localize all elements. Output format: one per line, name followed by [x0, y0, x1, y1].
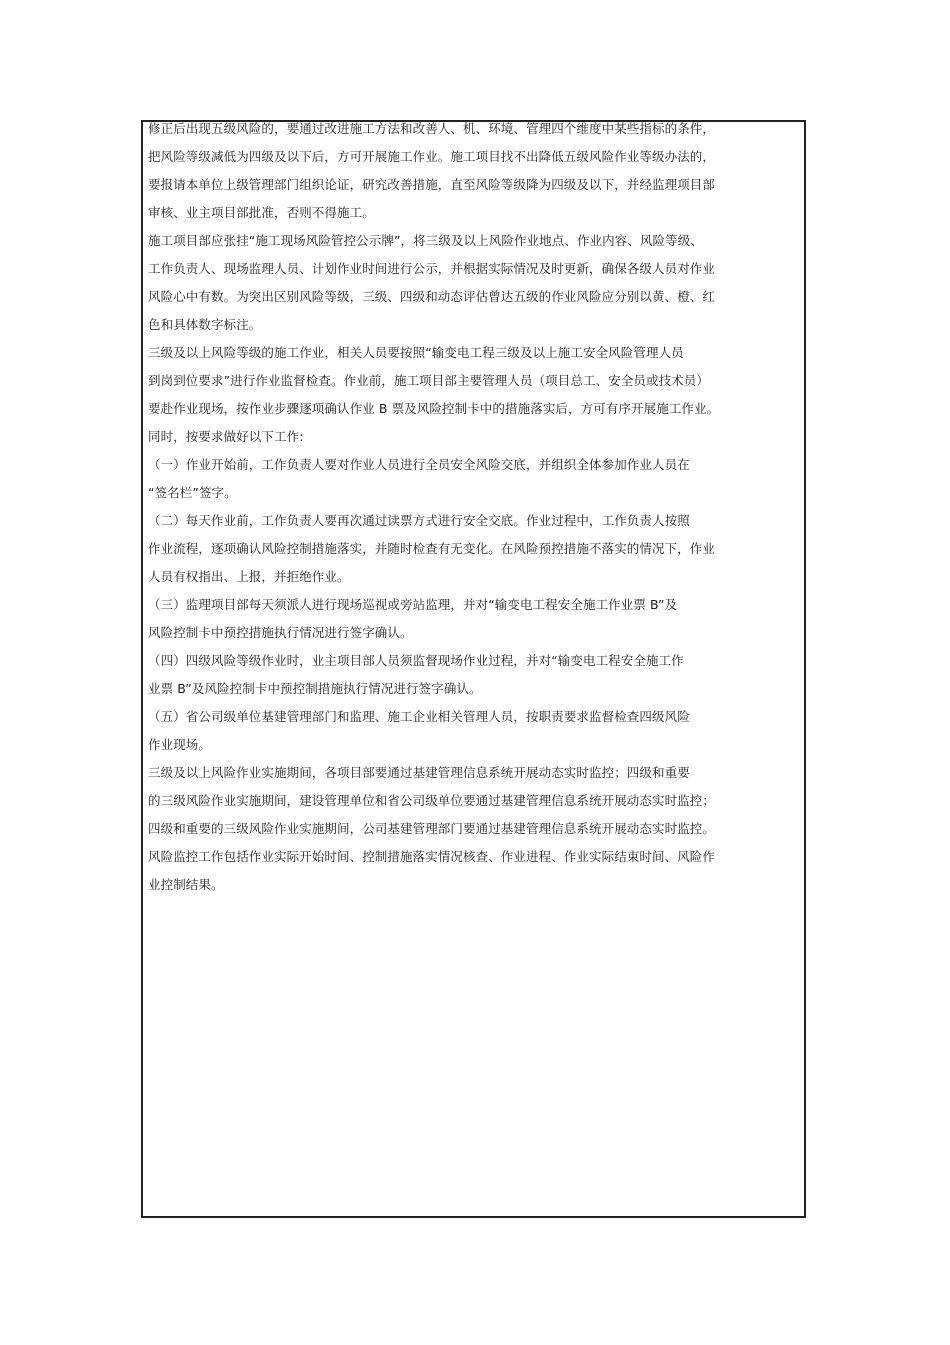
text-line: （五）省公司级单位基建管理部门和监理、施工企业相关管理人员，按职责要求监督检查四级风险 [148, 709, 690, 724]
text-line: （三）监理项目部每天须派人进行现场巡视或旁站监理，并对“输变电工程安全施工作业票 B”及 [148, 597, 678, 612]
text-line: （四）四级风险等级作业时，业主项目部人员须监督现场作业过程，并对“输变电工程安全施工作 [148, 653, 684, 668]
text-line: 风险控制卡中预控措施执行情况进行签字确认。 [148, 625, 413, 640]
text-line: 工作负责人、现场监理人员、计划作业时间进行公示，并根据实际情况及时更新，确保各级人员对作业 [148, 261, 716, 276]
text-line: 修正后出现五级风险的，要通过改进施工方法和改善人、机、环境、管理四个维度中某些指标的条件， [148, 121, 716, 136]
text-line: 的三级风险作业实施期间，建设管理单位和省公司级单位要通过基建管理信息系统开展动态实时监控； [148, 793, 716, 808]
text-line: 三级及以上风险作业实施期间，各项目部要通过基建管理信息系统开展动态实时监控；四级和重要 [148, 765, 690, 780]
text-line: （一）作业开始前，工作负责人要对作业人员进行全员安全风险交底，并组织全体参加作业人员在 [148, 457, 690, 472]
text-line: 要赴作业现场，按作业步骤逐项确认作业 B 票及风险控制卡中的措施落实后，方可有序开展施工作业。 [148, 401, 720, 416]
text-line: 施工项目部应张挂“施工现场风险管控公示牌”，将三级及以上风险作业地点、作业内容、风险等级、 [148, 233, 703, 248]
text-line: 风险心中有数。为突出区别风险等级，三级、四级和动态评估曾达五级的作业风险应分别以黄、橙、红 [148, 289, 716, 304]
text-line: 同时，按要求做好以下工作: [148, 429, 304, 444]
text-line: （二）每天作业前，工作负责人要再次通过读票方式进行安全交底。作业过程中，工作负责人按照 [148, 513, 690, 528]
text-line: 审核、业主项目部批准，否则不得施工。 [148, 205, 375, 220]
text-line: 四级和重要的三级风险作业实施期间，公司基建管理部门要通过基建管理信息系统开展动态实时监控。 [148, 821, 716, 836]
text-line: 要报请本单位上级管理部门组织论证，研究改善措施，直至风险等级降为四级及以下，并经监理项目部 [148, 177, 716, 192]
text-line: “签名栏”签字。 [148, 485, 237, 500]
text-line: 业控制结果。 [148, 877, 224, 892]
text-line: 把风险等级减低为四级及以下后，方可开展施工作业。施工项目找不出降低五级风险作业等级办法的， [148, 149, 716, 164]
text-line: 三级及以上风险等级的施工作业，相关人员要按照“输变电工程三级及以上施工安全风险管理人员 [148, 345, 684, 360]
text-line: 到岗到位要求”进行作业监督检查。作业前，施工项目部主要管理人员（项目总工、安全员或技术员） [148, 373, 709, 388]
text-line: 色和具体数字标注。 [148, 317, 262, 332]
text-line: 人员有权指出、上报，并拒绝作业。 [148, 569, 350, 584]
text-line: 作业流程，逐项确认风险控制措施落实，并随时检查有无变化。在风险预控措施不落实的情况下，作业 [148, 541, 716, 556]
text-line: 业票 B”及风险控制卡中预控制措施执行情况进行签字确认。 [148, 681, 482, 696]
text-line: 风险监控工作包括作业实际开始时间、控制措施落实情况核查、作业进程、作业实际结束时间、风险作 [148, 849, 716, 864]
text-line: 作业现场。 [148, 737, 212, 752]
